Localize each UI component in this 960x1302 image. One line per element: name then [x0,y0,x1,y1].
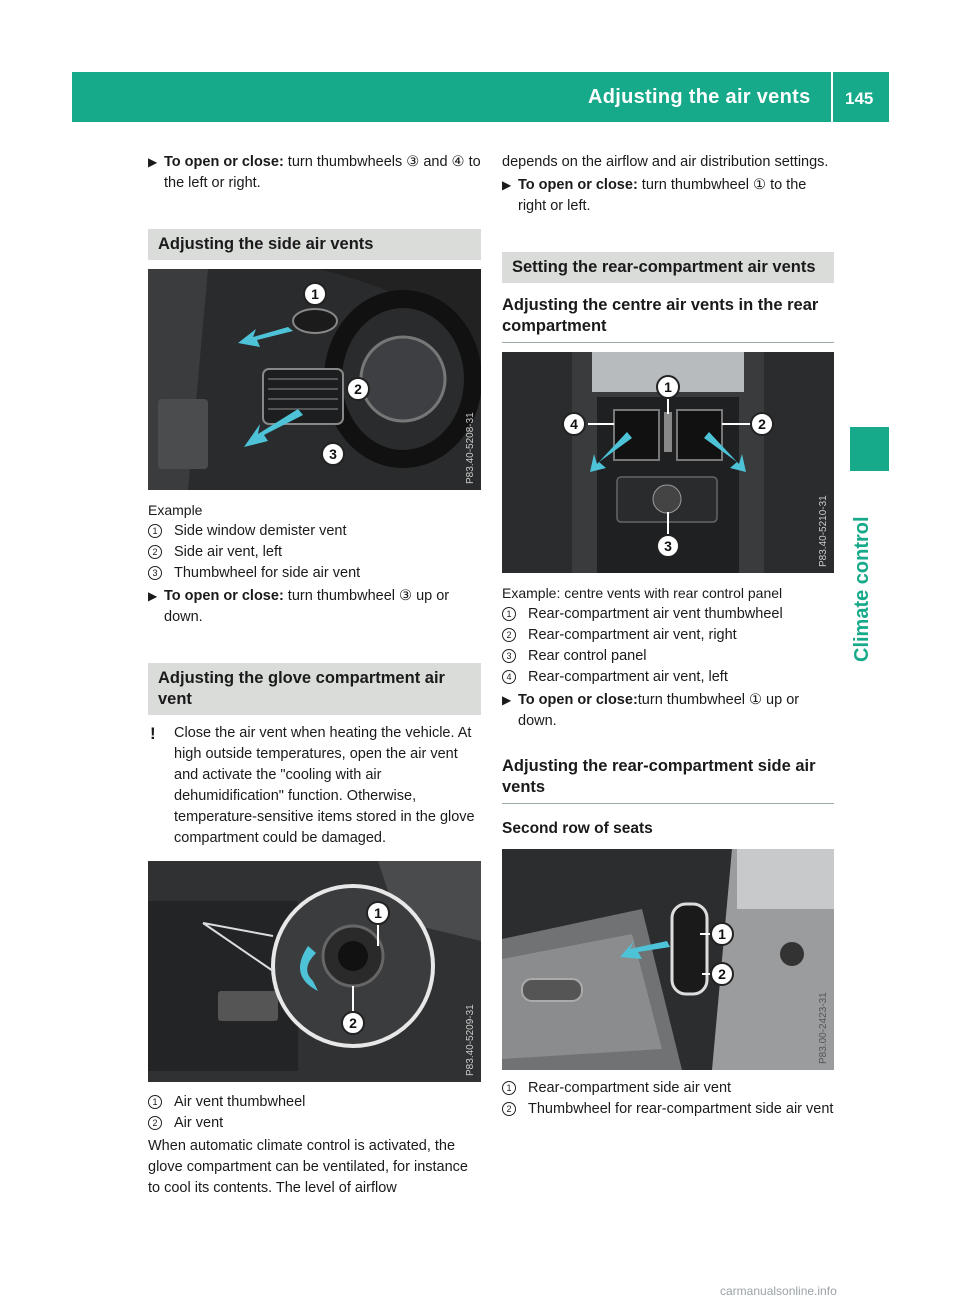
list-item [148,1113,481,1134]
glove-vent-illustration [148,861,481,1082]
figure-caption: Example: centre vents with rear control panel [502,585,783,601]
side-tab-label: Climate control [851,516,873,662]
svg-text:P83.00-2423-31: P83.00-2423-31 [818,992,829,1064]
svg-text:2: 2 [758,416,766,432]
number-icon: 3 [502,649,516,663]
section-heading: Setting the rear-compartment air vents [502,252,834,283]
glove-vent-photo [148,861,481,1082]
subsection-heading: Second row of seats [502,820,653,837]
rear-centre-vent-illustration [502,352,834,573]
number-icon: 1 [502,1081,516,1095]
instruction [148,586,481,628]
list-item-text: Air vent thumbwheel [174,1094,306,1110]
arrow-icon: ▶ [148,155,158,169]
instruction-label: To open or close: [518,177,638,193]
svg-text:P83.40-5210-31: P83.40-5210-31 [818,495,829,567]
svg-text:1: 1 [664,379,672,395]
arrow-icon: ▶ [502,693,512,707]
warning-text: Close the air vent when heating the vehicle. At high outside temperatures, open the air vent and activate the "cooling with air dehumidification" function. Otherwise, temperature-sensitive items stored in the glove compartment could be damaged. [174,725,475,846]
instruction-text: turn thumbwheel ③ up or down. [164,588,450,625]
list-item-text: Side window demister vent [174,523,347,539]
svg-text:1: 1 [718,926,726,942]
instruction-label: To open or close: [518,692,638,708]
number-icon: 1 [502,607,516,621]
subsection-heading: Adjusting the rear-compartment side air vents [502,756,834,804]
svg-text:2: 2 [718,966,726,982]
left-column [148,152,481,1199]
arrow-icon: ▶ [502,178,512,192]
side-vent-illustration [148,269,481,490]
list-item [148,521,481,542]
list-item [502,1099,834,1120]
list-item-text: Air vent [174,1115,224,1131]
list-item-text: Rear-compartment side air vent [528,1080,732,1096]
number-icon: 1 [148,1095,162,1109]
list-item-text: Rear-compartment air vent, right [528,627,737,643]
figure-code: P83.40-5208-31 [465,412,476,484]
list-item [148,542,481,563]
subsection-heading: Adjusting the centre air vents in the rear compartment [502,295,834,343]
svg-text:1: 1 [374,905,382,921]
arrow-icon: ▶ [148,589,158,603]
watermark: carmanualsonline.info [720,1284,837,1298]
number-icon: 2 [148,545,162,559]
list-item-text: Thumbwheel for side air vent [174,565,361,581]
number-icon: 2 [502,628,516,642]
section-heading: Adjusting the glove compartment air vent [148,663,481,715]
svg-text:4: 4 [570,416,578,432]
section-heading: Adjusting the side air vents [148,229,481,260]
body-text: depends on the airflow and air distribution settings. [502,154,829,170]
instruction-text: turn thumbwheel ① to the right or left. [518,177,807,214]
instruction [502,175,834,217]
list-item-text: Thumbwheel for rear-compartment side air vent [528,1101,834,1117]
right-column [502,152,834,1120]
instruction [148,152,481,194]
list-item [502,625,834,646]
number-icon: 1 [148,524,162,538]
instruction [502,690,834,732]
number-icon: 2 [148,1116,162,1130]
list-item [148,1092,481,1113]
svg-text:1: 1 [311,286,319,302]
instruction-text: turn thumbwheels ③ and ④ to the left or right. [164,154,481,191]
number-icon: 3 [148,566,162,580]
list-item [502,1078,834,1099]
figure-caption: Example [148,502,203,518]
header-divider [831,72,833,122]
list-item [502,646,834,667]
list-item-text: Rear control panel [528,648,647,664]
svg-text:2: 2 [354,381,362,397]
instruction-label: To open or close: [164,588,284,604]
svg-text:3: 3 [664,538,672,554]
list-item [148,563,481,584]
svg-text:2: 2 [349,1015,357,1031]
number-icon: 2 [502,1102,516,1116]
instruction-text: turn thumbwheel ① up or down. [518,692,800,729]
rear-side-vent-illustration [502,849,834,1070]
rear-centre-vent-photo [502,352,834,573]
number-icon: 4 [502,670,516,684]
page-title: Adjusting the air vents [588,86,811,108]
body-text: When automatic climate control is activated, the glove compartment can be ventilated, for instance to cool its contents. The level of airflow [148,1138,468,1196]
list-item-text: Rear-compartment air vent thumbwheel [528,606,783,622]
warning-note [148,723,481,849]
rear-side-vent-photo [502,849,834,1070]
list-item [502,604,834,625]
svg-text:3: 3 [329,446,337,462]
warning-icon: ! [150,724,156,743]
list-item-text: Side air vent, left [174,544,282,560]
list-item [502,667,834,688]
instruction-label: To open or close: [164,154,284,170]
page-number: 145 [845,89,874,108]
svg-text:P83.40-5209-31: P83.40-5209-31 [465,1004,476,1076]
list-item-text: Rear-compartment air vent, left [528,669,728,685]
side-vent-photo [148,269,481,490]
